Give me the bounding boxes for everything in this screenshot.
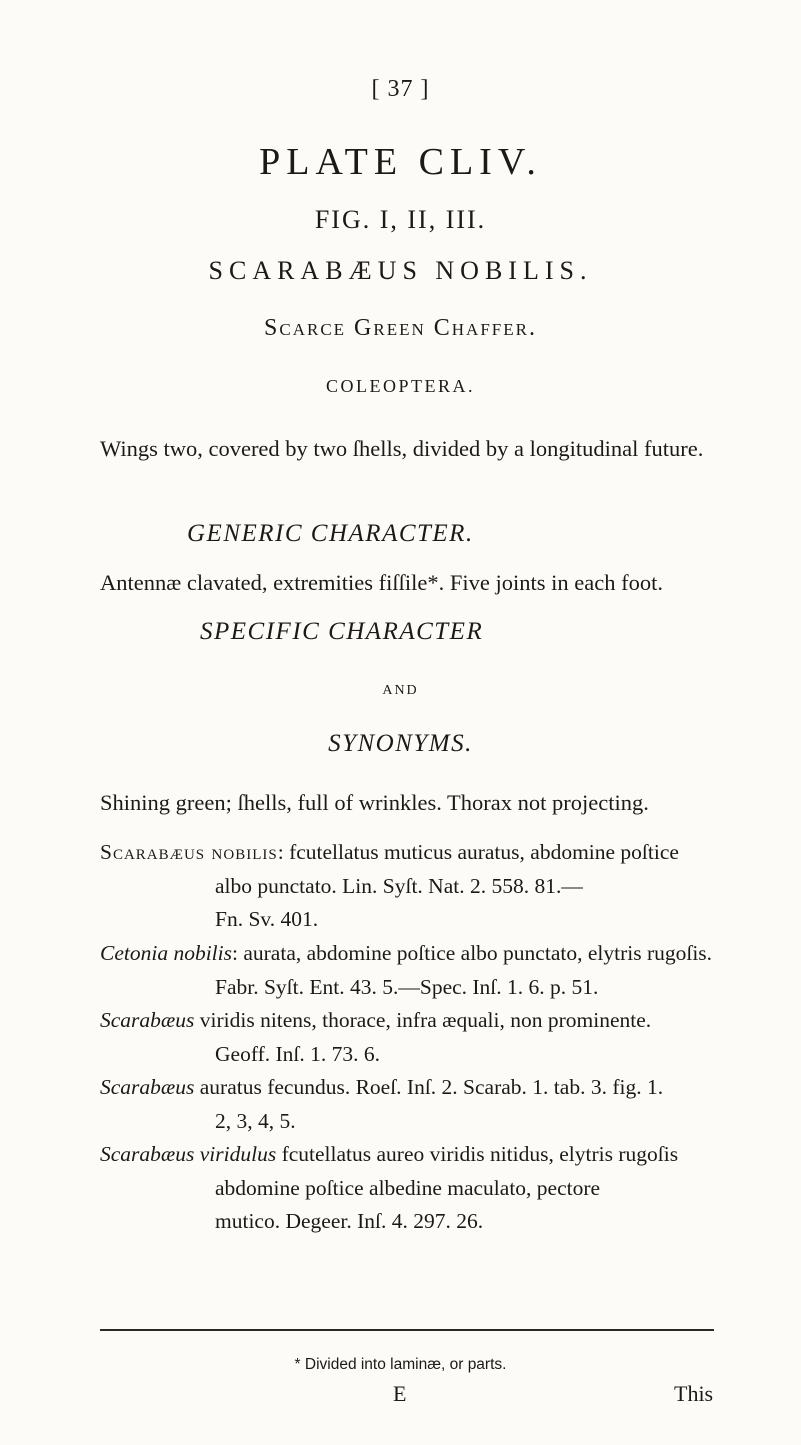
and-word: AND <box>382 683 419 698</box>
synonym-line: albo punctato. Lin. Syſt. Nat. 2. 558. 81.— <box>215 873 583 898</box>
synonym-name: Cetonia nobilis <box>100 941 232 965</box>
synonym-line: Fn. Sv. 401. <box>215 907 319 931</box>
synonym-entry: Scarabæus nobilis: fcutellatus muticus auratus, abdomine poſtice albo punctato. Lin. Syſt. Nat. 2. 558. 81.— Fn. Sv. 401. <box>100 836 740 937</box>
synonym-name: Scarabæus viridulus <box>100 1142 277 1166</box>
signature-mark: E <box>393 1381 407 1406</box>
generic-character-heading: GENERIC CHARACTER. <box>187 520 474 547</box>
synonym-entry: Cetonia nobilis: aurata, abdomine poſtice albo punctato, elytris rugoſis. Fabr. Syſt. Ent. 43. 5.—Spec. Inſ. 1. 6. p. 51. <box>100 937 740 1004</box>
latin-species-name: SCARABÆUS NOBILIS. <box>208 256 593 285</box>
synonym-line: abdomine poſtice albedine maculato, pectore <box>215 1175 601 1200</box>
synonym-line: viridis nitens, thorace, infra æquali, non prominente. <box>199 1008 652 1032</box>
specific-character-text: Shining green; ſhells, full of wrinkles. Thorax not projecting. <box>100 790 649 815</box>
synonym-line: Geoff. Inſ. 1. 73. 6. <box>215 1041 381 1066</box>
synonym-name: Scarabæus <box>100 1075 195 1099</box>
plate-title: PLATE CLIV. <box>259 141 542 183</box>
synonym-line: 2, 3, 4, 5. <box>215 1108 296 1133</box>
synonym-line: mutico. Degeer. Inſ. 4. 297. 26. <box>215 1209 484 1233</box>
synonym-line: fcutellatus aureo viridis nitidus, elytris rugoſis <box>281 1142 679 1166</box>
wings-description: Wings two, covered by two ſhells, divided by a longitudinal future. <box>100 436 704 461</box>
synonym-line: Fabr. Syſt. Ent. 43. 5.—Spec. Inſ. 1. 6. p. 51. <box>215 974 599 999</box>
figure-reference: FIG. I, II, III. <box>314 205 487 234</box>
synonym-entry <box>100 1071 740 1138</box>
footnote-divider <box>100 1329 714 1331</box>
catchword: This <box>674 1381 714 1406</box>
synonyms-heading: SYNONYMS. <box>328 730 473 757</box>
synonym-entry <box>100 1138 740 1239</box>
synonym-line: auratus fecundus. Roeſ. Inſ. 2. Scarab. 1. tab. 3. fig. 1. <box>199 1075 664 1099</box>
synonym-name: Scarabæus nobilis <box>100 840 278 864</box>
page-number: [ 37 ] <box>371 76 430 102</box>
common-name: Scarce Green Chaffer. <box>264 315 537 341</box>
specific-character-heading: SPECIFIC CHARACTER <box>200 618 484 645</box>
footnote: * Divided into laminæ, or parts. <box>294 1356 507 1373</box>
insect-order: COLEOPTERA. <box>326 376 475 396</box>
synonym-name: Scarabæus <box>100 1008 195 1032</box>
synonym-line: fcutellatus muticus auratus, abdomine poſtice <box>289 840 679 864</box>
generic-character-text: Antennæ clavated, extremities fiſſile*. Five joints in each foot. <box>100 570 663 595</box>
synonym-entry <box>100 1004 740 1071</box>
synonym-line: aurata, abdomine poſtice albo punctato, elytris rugoſis. <box>243 941 713 965</box>
